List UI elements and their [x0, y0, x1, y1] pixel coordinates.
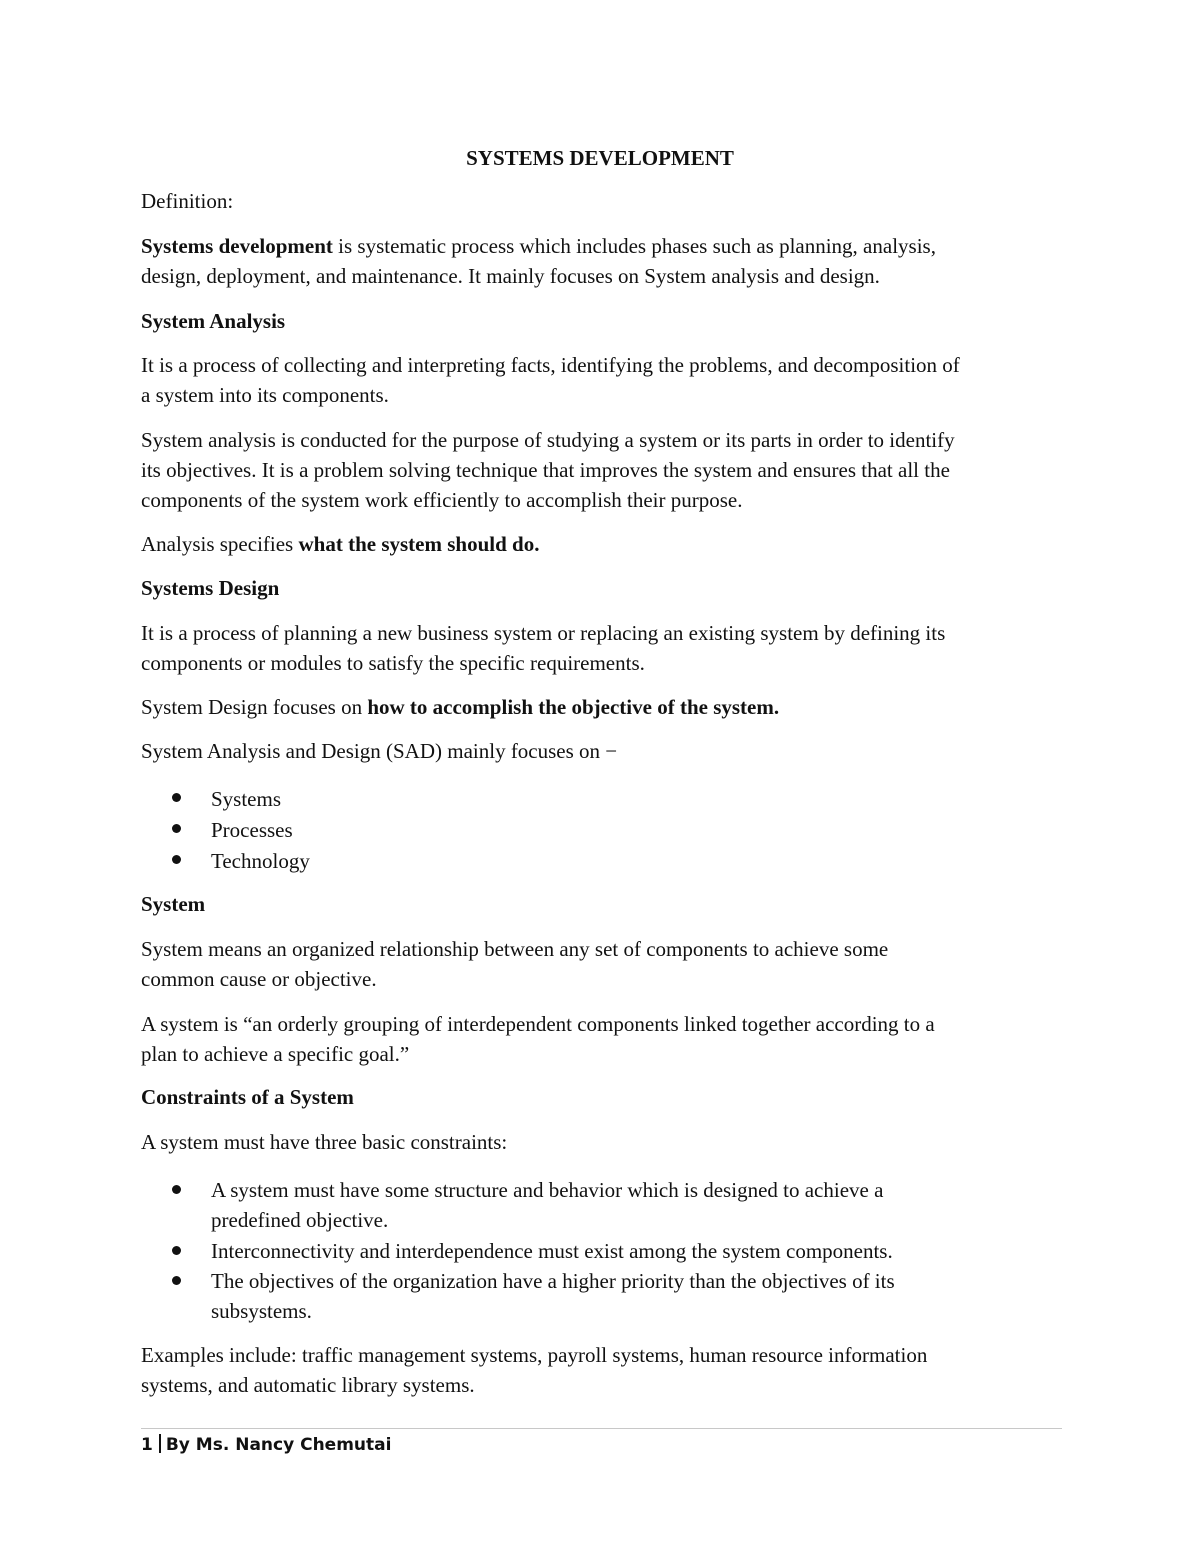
- constraint-item-1-line-2: predefined objective.: [211, 1208, 389, 1232]
- bullet-icon: [172, 1276, 181, 1285]
- heading-constraints: Constraints of a System: [141, 1085, 354, 1109]
- heading-system: System: [141, 892, 206, 916]
- analysis-p2-line-2: its objectives. It is a problem solving technique that improves the system and ensures that all the: [141, 458, 950, 482]
- constraint-item-3-line-2: subsystems.: [211, 1299, 312, 1323]
- analysis-p1-line-2: a system into its components.: [141, 383, 389, 407]
- analysis-p3-emphasis: what the system should do.: [298, 532, 540, 556]
- system-p1-line-2: common cause or objective.: [141, 967, 377, 991]
- system-p2-line-1: A system is “an orderly grouping of interdependent components linked together according to a: [141, 1012, 935, 1036]
- bullet-icon: [172, 793, 181, 802]
- bullet-icon: [172, 1246, 181, 1255]
- document-title: SYSTEMS DEVELOPMENT: [466, 146, 734, 170]
- system-p1-line-1: System means an organized relationship between any set of components to achieve some: [141, 937, 889, 961]
- constraint-item-2: Interconnectivity and interdependence must exist among the system components.: [211, 1239, 893, 1263]
- bullet-icon: [172, 1185, 181, 1194]
- footer-divider: [141, 1428, 1062, 1429]
- system-p2-line-2: plan to achieve a specific goal.”: [141, 1042, 410, 1066]
- definition-term: Systems development: [141, 234, 333, 258]
- sad-list-item: Processes: [211, 818, 293, 842]
- sad-list-item: Technology: [211, 849, 310, 873]
- analysis-p2-line-3: components of the system work efficiently to accomplish their purpose.: [141, 488, 743, 512]
- design-p2: System Design focuses on how to accomplish the objective of the system.: [141, 695, 780, 719]
- footer-separator: [159, 1434, 161, 1453]
- page-footer: [141, 1432, 391, 1458]
- page-number: 1: [141, 1435, 153, 1455]
- constraints-intro: A system must have three basic constraints:: [141, 1130, 508, 1154]
- definition-line-1: [141, 231, 936, 261]
- heading-system-analysis: System Analysis: [141, 309, 286, 333]
- sad-intro: System Analysis and Design (SAD) mainly focuses on −: [141, 739, 618, 763]
- definition-line-2: design, deployment, and maintenance. It mainly focuses on System analysis and design.: [141, 264, 880, 288]
- design-p1-line-1: It is a process of planning a new business system or replacing an existing system by defining its: [141, 621, 946, 645]
- constraint-item-3-line-1: The objectives of the organization have a higher priority than the objectives of its: [211, 1269, 895, 1293]
- heading-systems-design: Systems Design: [141, 576, 280, 600]
- design-p2-emphasis: how to accomplish the objective of the system.: [367, 695, 780, 719]
- examples-line-2: systems, and automatic library systems.: [141, 1373, 475, 1397]
- bullet-icon: [172, 855, 181, 864]
- analysis-p3: Analysis specifies what the system should do.: [141, 532, 540, 556]
- footer-author: By Ms. Nancy Chemutai: [165, 1435, 392, 1455]
- sad-list-item: Systems: [211, 787, 282, 811]
- analysis-p2-line-1: System analysis is conducted for the purpose of studying a system or its parts in order to identify: [141, 428, 955, 452]
- bullet-icon: [172, 824, 181, 833]
- definition-line-1-text: is systematic process which includes phases such as planning, analysis,: [332, 234, 936, 258]
- design-p1-line-2: components or modules to satisfy the specific requirements.: [141, 651, 645, 675]
- constraint-item-1-line-1: A system must have some structure and behavior which is designed to achieve a: [211, 1178, 884, 1202]
- definition-label: Definition:: [141, 189, 234, 213]
- examples-line-1: Examples include: traffic management systems, payroll systems, human resource information: [141, 1343, 928, 1367]
- analysis-p1-line-1: It is a process of collecting and interpreting facts, identifying the problems, and decomposition of: [141, 353, 960, 377]
